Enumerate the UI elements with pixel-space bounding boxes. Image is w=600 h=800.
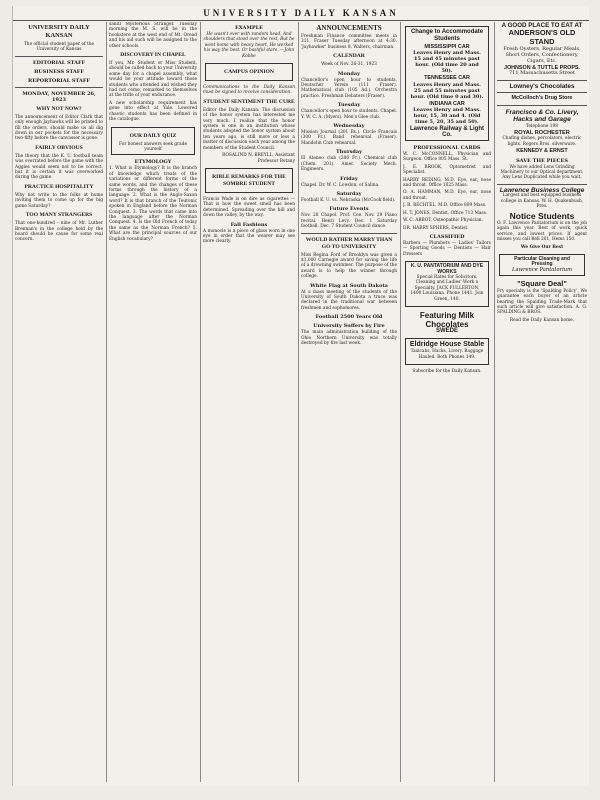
- classified-items: Barbers — Plumbers — Ladies' Tailors — Sporting Goods — Dentists — Hair Dressers: [403, 240, 491, 257]
- featuring-heading: Featuring Milk Chocolates: [419, 310, 475, 329]
- railway-line-1-times: Leaves Henry and Mass. 15 and 45 minutes past hour. (Old time 20 and 50).: [413, 50, 481, 75]
- daily-quiz-box: [111, 127, 195, 156]
- mccolloch-drug: McColloch's Drug Store: [511, 95, 573, 102]
- editorial-title: WHY NOT NOW?: [36, 105, 82, 112]
- calendar-day-items: Football K. U. vs. Nebraska (McCook field).: [301, 197, 396, 203]
- page-masthead: UNIVERSITY DAILY KANSAN: [13, 6, 589, 21]
- calendar-week: Week of Nov. 26-31, 1923: [321, 62, 377, 68]
- scholarship-body: A new scholarship requirement has gone into effect at Yale. Lowered chaotic students has been defined in the catalogue.: [109, 100, 197, 123]
- railway-line-3: INDIANA CAR: [429, 100, 465, 107]
- too-many-strangers-body: That one-hundred - nine of Mr. Luther Brennan's in the college held by the board should be cause for some real concern.: [15, 221, 103, 243]
- column-rule: [298, 22, 299, 782]
- campus-opinion-title: CAMPUS OPINION: [224, 69, 274, 76]
- store-name: ANDERSON'S OLD STAND: [508, 28, 576, 46]
- professional-card: HARRY REDING, M.D. Eye, ear, nose and throat. Office 1025 Mass.: [403, 177, 491, 189]
- university-fire-title: University Suffers by Fire: [313, 323, 385, 330]
- calendar-day-name: Monday: [337, 70, 361, 77]
- calendar-day: [301, 191, 397, 203]
- campus-opinion-box: [205, 63, 293, 81]
- calendar-day: [301, 123, 397, 146]
- column-6: [497, 22, 587, 782]
- royal-body: Chafing dishes, percolators, electric lights. Rogers Bros. silverware.: [502, 136, 582, 147]
- professional-card: DR. HARRY SPHERS, Dentist.: [403, 225, 469, 231]
- notice-students: Notice Students: [509, 210, 575, 221]
- professional-card: W. C. ABBOT, Osteopathic Physician.: [403, 218, 483, 224]
- too-many-strangers-title: TOO MANY STRANGERS: [25, 212, 93, 219]
- calendar-day-items: El Ateneo club (206 Fr.). Chemical club (Chem. 201). Amer. Society Mech. Engineers.: [301, 156, 397, 173]
- francisco-telephone: Telephone 198: [526, 123, 558, 129]
- railway-line-2: TENNESSEE CAR: [424, 75, 470, 82]
- fairly-obvious-title: FAIRLY OBVIOUS: [35, 144, 83, 151]
- calendar-day: [301, 149, 397, 172]
- business-staff-heading: BUSINESS STAFF: [34, 68, 84, 75]
- calendar-day-items: Chancellor's open hour to students. Chapel. Y. W. C. A. (Myers). Men's Glee club.: [301, 109, 397, 120]
- professional-card: J. R. BECHTEL, M.D. Office 809 Mass.: [403, 203, 487, 209]
- professional-card: H. T. JONES, Dentist. Office 713 Mass.: [403, 210, 488, 216]
- save-pieces-body: We have added Lens Grinding Machinery to our Optical department. Any Lens Duplicated while you wait.: [500, 164, 584, 181]
- calendar-title: CALENDAR: [333, 53, 365, 60]
- subscribe-line: Subscribe for the Daily Kansan.: [412, 369, 482, 375]
- store-body: Fresh Oysters, Regular Meals, Short Orders, Confectionery, Cigars, Etc.: [503, 46, 581, 64]
- would-rather-title: WOULD RATHER MARRY THAN GO TO UNIVERSITY: [305, 236, 393, 250]
- example-title: EXAMPLE: [234, 25, 263, 31]
- date-line: MONDAY, NOVEMBER 26, 1923: [22, 90, 96, 103]
- reportorial-staff-heading: REPORTORIAL STAFF: [28, 77, 90, 84]
- calendar-day-name: Saturday: [336, 190, 362, 197]
- calendar-day: [301, 102, 397, 120]
- football-title: Football 2500 Years Old: [315, 314, 383, 321]
- daily-quiz-title: OUR DAILY QUIZ: [129, 132, 177, 139]
- classified-heading: CLASSIFIED: [429, 233, 465, 240]
- eldridge-ad: [405, 338, 489, 365]
- discovery-body: If you, Mr. Student or Miss Student, should be called back to your University some day for a chapel assembly, what would be your attitude toward those students who attended and wished they had not come, remarked to themselves at the trifle of your endurance.: [109, 61, 197, 99]
- white-flag-body: At a mass meeting of the students of the University of South Dakota a truce was declared in the traditional war between freshmen and sophomores.: [301, 289, 397, 311]
- would-rather-body: Miss Regina Ford of Brooklyn was given a $1,000 Carnegie award for saving the life of a drowning swimmer. The purpose of the award is to help the winner through college.: [301, 252, 397, 280]
- calendar-day-name: Friday: [340, 175, 358, 182]
- future-events-title: Future Events: [329, 206, 369, 213]
- column-rule: [400, 22, 401, 782]
- calendar-day-items: Mission Journal (301 Bs.). Circle Francais (300 Fr.). Band rehearsal (Fraser). Mandolin Club rehearsal.: [301, 130, 397, 146]
- daily-quiz-subtitle: For honest answers seek grade yourself: [118, 141, 188, 152]
- white-flag-title: White Flag at South Dakota: [310, 282, 388, 289]
- editorial-staff-heading: EDITORIAL STAFF: [32, 59, 86, 66]
- nameplate: UNIVERSITY DAILY KANSAN: [28, 24, 90, 39]
- column-5: [403, 22, 491, 782]
- column-3: [203, 22, 295, 782]
- university-fire-body: The main administration building of the Ohio Northern University was totally destroyed by fire last week.: [301, 330, 397, 346]
- etymology-body: 1. What is Etymology? It is the branch of knowledge which treats of the variations or different forms of the same words, and the changes of these forms through the history of a language. 2. What is the Anglo-Saxon word? It is that branch of the Teutonic spoken in England before the Norman Conquest. 3. The words that came into the language after the Norman Conquest. 4. Is the Old French of today the same as the Norman French? 5. What are the principal sources of our English vocabulary?: [109, 166, 197, 242]
- swede-heading: SWEDE: [435, 327, 458, 334]
- calendar-day: [301, 176, 397, 188]
- pantatorium-heading: K. U. PANTATORIUM AND DYE WORKS: [410, 263, 484, 275]
- divider: [497, 184, 587, 185]
- divider: [15, 56, 103, 57]
- column-rule: [106, 22, 107, 782]
- column-rule: [494, 22, 495, 782]
- editorial-body: The announcement of Editor Clark that only enough Jayhawks will be printed to fill the orders, should make us all dig down in our pockets for the necessary two-fifty before the canvasser is gone.: [15, 114, 103, 142]
- rible-remarks-body: Francis Wade is on dire as cigarettes — That is how the sweet smell has been determined. Spreading over the hill and down the valley, by the way.: [203, 196, 295, 219]
- calendar-day: [301, 71, 397, 100]
- store-address: 711 Massachusetts Street: [508, 70, 576, 77]
- practice-hospitality-title: PRACTICE HOSPITALITY: [24, 183, 94, 190]
- calendar-day-name: Tuesday: [337, 102, 361, 109]
- divider: [15, 87, 103, 88]
- save-pieces-heading: SAVE THE PIECES: [516, 157, 568, 164]
- divider: [497, 80, 587, 81]
- professional-card: W. C. McCONNELL, Physician and Surgeon. Office 805 Mass. St.: [403, 152, 491, 163]
- calendar-day-name: Wednesday: [333, 123, 365, 130]
- kennedy-ernst: KENNEDY & ERNST: [516, 148, 568, 155]
- calendar-day-items: Chancellor's open hour to students. Deutscher Verein (111 Fraser). Mathematical club (105 Ad.). Orchestra practice. Freshman Debaters (Fraser).: [301, 77, 397, 99]
- column-2: [109, 22, 197, 782]
- railway-company: Lawrence Railway & Light Co.: [409, 126, 485, 138]
- student-sentiment-body: Editor the Daily Kansan: The discussion of the honor system has interested me very much. I realize that the honor system is one in an institution whose students adopted the honor system about ten years ago, is still more or less a matter of discussion each year among the members of the Student Council.: [203, 107, 295, 151]
- announcements-title: ANNOUNCEMENTS: [316, 24, 382, 32]
- particular-ad: [499, 254, 585, 276]
- francisco-ad: Francisco & Co. Livery, Hacks and Garage: [505, 108, 579, 124]
- rible-remarks-box: [205, 168, 293, 193]
- divider: [497, 92, 587, 93]
- railway-ad: [405, 26, 489, 141]
- letter-signature: ROSALIND N. BREYLL, Assistant Professor Botany: [222, 153, 295, 164]
- read-kansan-line: Read the Daily Kansan home.: [509, 317, 575, 323]
- fall-fashions-title: Fall Fashions: [230, 221, 268, 228]
- railway-line-2-times: Leaves Henry and Mass. 25 and 55 minutes past hour. (Old time 0 and 30).: [410, 81, 484, 100]
- lowney-chocolates: Lowney's Chocolates: [509, 82, 575, 90]
- rible-remarks-title: RIBLE REMARKS FOR THE SOMBRE STUDENT: [212, 173, 286, 187]
- railway-ad-heading: Change to Accommodate Students: [410, 29, 484, 42]
- square-deal: "Square Deal": [517, 279, 567, 289]
- fall-fashions-body: A monocle is a piece of glass worn in one eye in order that the wearer may see more clearly.: [203, 228, 295, 245]
- column-4: [301, 22, 397, 782]
- newspaper-page: [12, 6, 589, 786]
- particular-sub: Lawrence Pantatorium: [512, 266, 572, 273]
- particular-heading: Particular Cleaning and Pressing: [514, 256, 570, 268]
- calendar-day-name: Thursday: [335, 149, 363, 156]
- professional-cards-heading: PROFESSIONAL CARDS: [413, 145, 481, 152]
- notice-body: O. F. Lawrence Pantatorium is on the job again this year. Best of work, quick service, and lowest prices. If agent misses you call Bell 201, Hems 150.: [497, 221, 587, 243]
- pantatorium-body: Special Rates for Solicitors. Cleaning and Ladies' Work a Specialty. JACK FULLERTON, 1400 Louisiana. Phone 1441. Join Green, 140.: [410, 274, 484, 302]
- divider: [301, 233, 397, 234]
- campus-opinion-subtitle: Communications to the Daily Kansan must be signed to receive consideration.: [203, 85, 295, 96]
- lawrence-college-body: Largest and best equipped business college in Kansas. W. H. Quakenbush, Pres.: [500, 193, 584, 210]
- mystery-body: sanitl Mysterious Stranger. Tuesday morning the M. S. will be in the bookstore at the west end of Mt. Oread and his aid such will be assigned to the other schools.: [109, 22, 197, 49]
- good-place-heading: A GOOD PLACE TO EAT AT: [501, 22, 583, 29]
- eldridge-body: Taxicabs, Hacks, Livery. Baggage Hauled. Both Phones 149.: [410, 349, 484, 360]
- fairly-obvious-body: The theory that the K. U. football team was overrated before the game with the Aggies would seem not to be correct, but it is certain it was overworked during the game.: [15, 153, 103, 181]
- announcements-body: Freshman Finance committee meets in 311, Fraser Tuesday afternoon at 4:30. 'Jayhawker' business 8. Walters, chairman.: [301, 34, 397, 50]
- pantatorium-ad: [405, 261, 489, 307]
- discovery-title: DISCOVERY IN CHAPEL: [120, 52, 186, 59]
- railway-line-3-times: Leaves Henry and Mass. hour, 15, 30 and 4. (Old time 5, 20, 35 and 50).: [413, 107, 481, 126]
- professional-card: O. A. HAMMAN, M.D. Eye, ear, nose and throat.: [403, 190, 491, 201]
- johnson-tuttle: JOHNSON & TUTTLE PROPS.: [503, 65, 581, 71]
- example-poem: He wasn't over with random head, And shoulders that stood over the rest, But he went home with heavy heart, He worked his way the best. Or bashful stare. —John Kobbe: [203, 32, 295, 59]
- future-events-body: Nov. 28 Chapel. Prof. Coe. Nov. 29 Piano recital. Henri Levy. Dec. 1 Saturday football. Dec. 7 Student Council dance.: [301, 213, 397, 230]
- royal-rochester: ROYAL ROCHESTER: [514, 130, 570, 137]
- square-deal-body: Fry specialty is the 'Spalding Policy'. We guarantee each buyer of an article bearing the Spalding Trade-Mark that such article will give satisfaction. A. G. SPALDING & BROS.: [497, 288, 587, 316]
- we-give-best: We Give Our Best: [520, 244, 564, 250]
- professional-card: J. E. BROOK, Optometrist and Specialist.: [403, 164, 491, 176]
- lawrence-college: Lawrence Business College: [499, 186, 585, 194]
- divider: [497, 105, 587, 106]
- eldridge-heading: Eldridge House Stable: [409, 341, 485, 349]
- student-sentiment-title: STUDENT SENTIMENT THE CURE: [203, 98, 295, 105]
- etymology-title: ETYMOLOGY: [134, 159, 172, 166]
- practice-hospitality-body: Why not write to the folks at home inviting them to come up for the big game Saturday?: [15, 192, 103, 209]
- column-rule: [200, 22, 201, 782]
- calendar-day-items: Chapel. Dr. W. C. Lowdon, of Salina.: [301, 182, 380, 188]
- railway-line-1: MISSISSIPPI CAR: [424, 44, 470, 50]
- nameplate-subtitle: The official student paper of the University of Kansas: [23, 42, 95, 53]
- column-1: [15, 22, 103, 782]
